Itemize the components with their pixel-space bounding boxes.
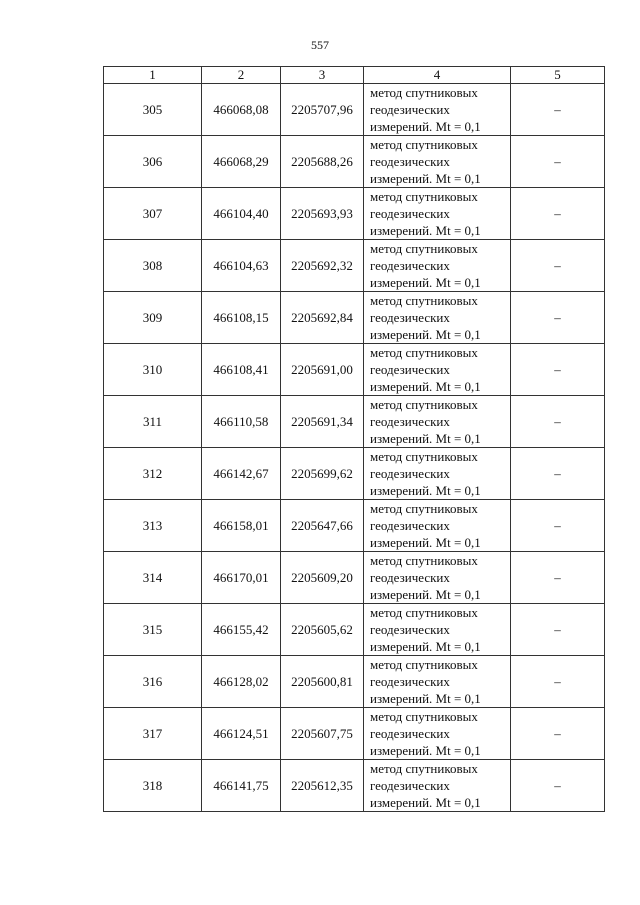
method-line: измерений. Mt = 0,1 — [370, 639, 481, 654]
table-row — [104, 604, 605, 656]
method-line: геодезических — [370, 622, 450, 637]
method-line: геодезических — [370, 570, 450, 585]
x-coordinate-cell: 466155,42 — [202, 604, 281, 656]
method-line: метод спутниковых — [370, 709, 478, 724]
method-line: геодезических — [370, 466, 450, 481]
x-coordinate-cell: 466170,01 — [202, 552, 281, 604]
method-cell — [364, 760, 511, 812]
method-line: метод спутниковых — [370, 293, 478, 308]
method-line: геодезических — [370, 518, 450, 533]
method-line: измерений. Mt = 0,1 — [370, 743, 481, 758]
table-body — [104, 84, 605, 812]
method-cell — [364, 448, 511, 500]
point-number-cell: 315 — [104, 604, 202, 656]
method-line: измерений. Mt = 0,1 — [370, 691, 481, 706]
method-line: измерений. Mt = 0,1 — [370, 535, 481, 550]
page-number: 557 — [311, 38, 329, 52]
point-number-cell: 312 — [104, 448, 202, 500]
method-cell — [364, 84, 511, 136]
table-row — [104, 708, 605, 760]
x-coordinate-cell: 466068,29 — [202, 136, 281, 188]
y-coordinate-cell: 2205607,75 — [281, 708, 364, 760]
x-coordinate-cell: 466142,67 — [202, 448, 281, 500]
x-coordinate-cell: 466104,63 — [202, 240, 281, 292]
method-line: геодезических — [370, 778, 450, 793]
x-coordinate-cell: 466108,41 — [202, 344, 281, 396]
method-line: геодезических — [370, 310, 450, 325]
method-line: метод спутниковых — [370, 605, 478, 620]
method-cell — [364, 552, 511, 604]
point-number-cell: 311 — [104, 396, 202, 448]
y-coordinate-cell: 2205707,96 — [281, 84, 364, 136]
method-line: измерений. Mt = 0,1 — [370, 327, 481, 342]
method-line: метод спутниковых — [370, 501, 478, 516]
point-number-cell: 318 — [104, 760, 202, 812]
method-line: геодезических — [370, 206, 450, 221]
y-coordinate-cell: 2205692,32 — [281, 240, 364, 292]
method-line: измерений. Mt = 0,1 — [370, 223, 481, 238]
y-coordinate-cell: 2205647,66 — [281, 500, 364, 552]
method-cell — [364, 188, 511, 240]
method-line: измерений. Mt = 0,1 — [370, 171, 481, 186]
column-header-2: 2 — [202, 67, 281, 84]
point-number-cell: 308 — [104, 240, 202, 292]
table-row — [104, 136, 605, 188]
x-coordinate-cell: 466128,02 — [202, 656, 281, 708]
column-header-3: 3 — [281, 67, 364, 84]
note-cell: – — [511, 136, 605, 188]
note-cell: – — [511, 656, 605, 708]
point-number-cell: 307 — [104, 188, 202, 240]
note-cell: – — [511, 84, 605, 136]
note-cell: – — [511, 604, 605, 656]
table-row — [104, 84, 605, 136]
table-header-row — [104, 67, 605, 84]
method-line: измерений. Mt = 0,1 — [370, 587, 481, 602]
note-cell: – — [511, 240, 605, 292]
x-coordinate-cell: 466068,08 — [202, 84, 281, 136]
method-line: геодезических — [370, 726, 450, 741]
note-cell: – — [511, 448, 605, 500]
x-coordinate-cell: 466108,15 — [202, 292, 281, 344]
y-coordinate-cell: 2205691,34 — [281, 396, 364, 448]
y-coordinate-cell: 2205612,35 — [281, 760, 364, 812]
method-cell — [364, 344, 511, 396]
method-line: измерений. Mt = 0,1 — [370, 275, 481, 290]
method-line: метод спутниковых — [370, 449, 478, 464]
point-number-cell: 314 — [104, 552, 202, 604]
method-cell — [364, 708, 511, 760]
method-line: метод спутниковых — [370, 761, 478, 776]
y-coordinate-cell: 2205692,84 — [281, 292, 364, 344]
y-coordinate-cell: 2205699,62 — [281, 448, 364, 500]
y-coordinate-cell: 2205688,26 — [281, 136, 364, 188]
method-line: метод спутниковых — [370, 241, 478, 256]
x-coordinate-cell: 466141,75 — [202, 760, 281, 812]
table-row — [104, 448, 605, 500]
method-cell — [364, 656, 511, 708]
table-row — [104, 552, 605, 604]
method-line: измерений. Mt = 0,1 — [370, 795, 481, 810]
table-row — [104, 240, 605, 292]
point-number-cell: 306 — [104, 136, 202, 188]
table-row — [104, 344, 605, 396]
method-line: геодезических — [370, 674, 450, 689]
note-cell: – — [511, 292, 605, 344]
method-line: метод спутниковых — [370, 553, 478, 568]
method-line: измерений. Mt = 0,1 — [370, 379, 481, 394]
method-line: геодезических — [370, 102, 450, 117]
table-row — [104, 500, 605, 552]
method-line: измерений. Mt = 0,1 — [370, 483, 481, 498]
table-row — [104, 188, 605, 240]
method-line: метод спутниковых — [370, 345, 478, 360]
method-cell — [364, 604, 511, 656]
method-line: измерений. Mt = 0,1 — [370, 119, 481, 134]
method-line: геодезических — [370, 154, 450, 169]
note-cell: – — [511, 552, 605, 604]
note-cell: – — [511, 760, 605, 812]
table-row — [104, 396, 605, 448]
method-line: геодезических — [370, 414, 450, 429]
method-cell — [364, 292, 511, 344]
method-line: геодезических — [370, 362, 450, 377]
x-coordinate-cell: 466158,01 — [202, 500, 281, 552]
point-number-cell: 316 — [104, 656, 202, 708]
coordinates-table — [103, 66, 605, 812]
y-coordinate-cell: 2205605,62 — [281, 604, 364, 656]
table-row — [104, 656, 605, 708]
table-row — [104, 292, 605, 344]
y-coordinate-cell: 2205600,81 — [281, 656, 364, 708]
note-cell: – — [511, 708, 605, 760]
note-cell: – — [511, 500, 605, 552]
point-number-cell: 309 — [104, 292, 202, 344]
point-number-cell: 310 — [104, 344, 202, 396]
method-line: метод спутниковых — [370, 189, 478, 204]
method-line: измерений. Mt = 0,1 — [370, 431, 481, 446]
note-cell: – — [511, 396, 605, 448]
column-header-1: 1 — [104, 67, 202, 84]
method-cell — [364, 396, 511, 448]
point-number-cell: 313 — [104, 500, 202, 552]
column-header-4: 4 — [364, 67, 511, 84]
column-header-5: 5 — [511, 67, 605, 84]
y-coordinate-cell: 2205691,00 — [281, 344, 364, 396]
method-cell — [364, 240, 511, 292]
method-line: метод спутниковых — [370, 137, 478, 152]
method-cell — [364, 136, 511, 188]
note-cell: – — [511, 344, 605, 396]
point-number-cell: 317 — [104, 708, 202, 760]
x-coordinate-cell: 466110,58 — [202, 396, 281, 448]
point-number-cell: 305 — [104, 84, 202, 136]
method-line: метод спутниковых — [370, 397, 478, 412]
method-cell — [364, 500, 511, 552]
note-cell: – — [511, 188, 605, 240]
method-line: метод спутниковых — [370, 85, 478, 100]
x-coordinate-cell: 466124,51 — [202, 708, 281, 760]
y-coordinate-cell: 2205693,93 — [281, 188, 364, 240]
y-coordinate-cell: 2205609,20 — [281, 552, 364, 604]
table-row — [104, 760, 605, 812]
x-coordinate-cell: 466104,40 — [202, 188, 281, 240]
method-line: геодезических — [370, 258, 450, 273]
method-line: метод спутниковых — [370, 657, 478, 672]
